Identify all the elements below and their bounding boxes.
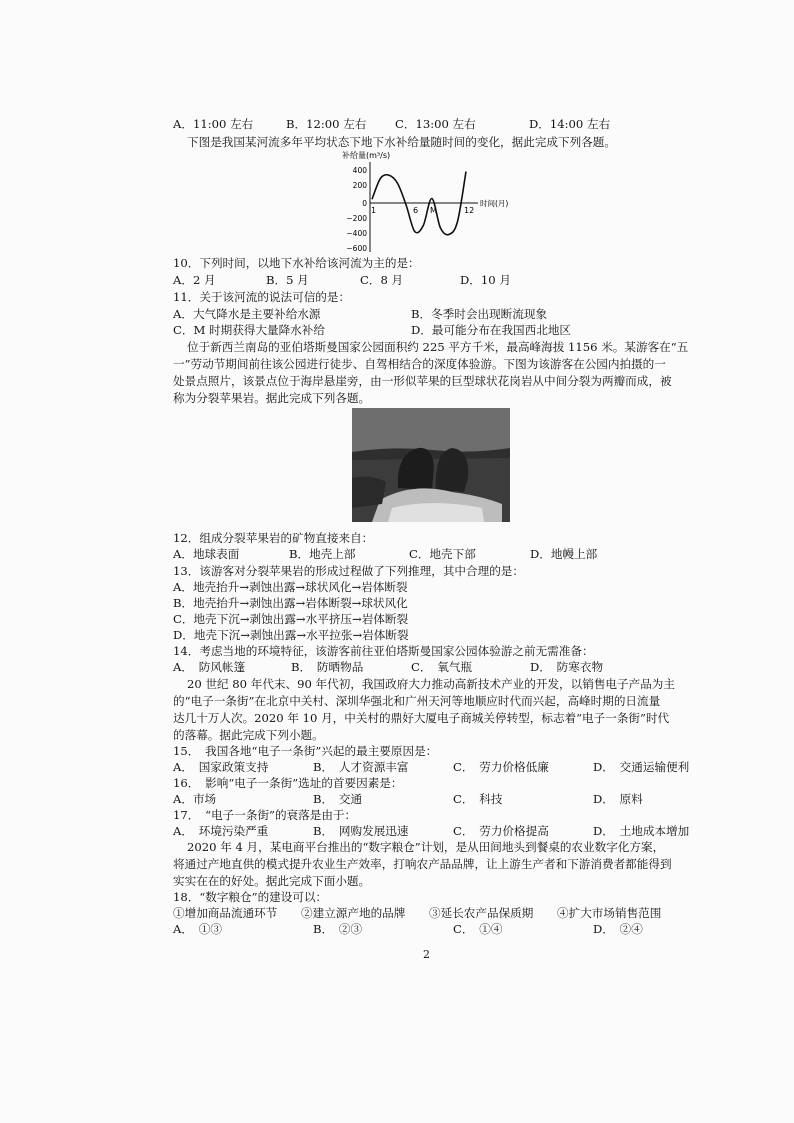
q18-item-1: ①增加商品流通环节 — [173, 906, 278, 920]
intro-park-line2: 一”劳动节期间前往该公园进行徒步、自驾相结合的深度体验游。下图为该游客在公园内拍摄的一 — [173, 357, 666, 371]
q12-option-b: B．地壳上部 — [289, 547, 356, 561]
q13-stem: 13．该游客对分裂苹果岩的形成过程做了下列推理，其中合理的是： — [173, 564, 524, 578]
q14-option-c: C． 氧气瓶 — [411, 660, 473, 674]
q11-option-d: D．最可能分布在我国西北地区 — [411, 323, 572, 337]
groundwater-graph — [338, 148, 509, 256]
q17-stem: 17． “电子一条街”的衰落是由于： — [173, 808, 357, 822]
q15-option-c: C． 劳力价格低廉 — [453, 760, 549, 774]
intro-street-line1: 20 世纪 80 年代末、90 年代初，我国政府大力推动高新技术产业的开发，以销售电子产品为主 — [187, 677, 675, 691]
q15-option-b: B． 人才资源丰富 — [313, 760, 409, 774]
q9-option-c: C．13:00 左右 — [395, 117, 476, 131]
graph-xtick-m: M — [430, 206, 437, 215]
q15-option-d: D． 交通运输便利 — [593, 760, 690, 774]
q16-option-b: B． 交通 — [313, 792, 363, 806]
q15-option-a: A． 国家政策支持 — [173, 760, 269, 774]
q10-option-b: B．5 月 — [266, 273, 309, 287]
graph-ytick-0: 0 — [362, 199, 367, 208]
q16-stem: 16． 影响“电子一条街”选址的首要因素是： — [173, 776, 403, 790]
q9-option-d: D．14:00 左右 — [529, 117, 611, 131]
intro-park-line1: 位于新西兰南岛的亚伯塔斯曼国家公园面积约 225 平方千米，最高峰海拔 1156 米。某游客在“五 — [187, 340, 689, 354]
q10-stem: 10．下列时间，以地下水补给该河流为主的是： — [173, 256, 420, 270]
graph-xtick-12: 12 — [464, 206, 475, 215]
graph-xtick-1: 1 — [371, 206, 377, 215]
intro-grain-line3: 实实在在的好处。据此完成下面小题。 — [173, 874, 371, 888]
intro-street-line2: 的“电子一条街”在北京中关村、深圳华强北和广州天河等地顺应时代而兴起，高峰时期的日流量 — [173, 694, 661, 708]
q17-option-b: B． 网购发展迅速 — [313, 824, 409, 838]
graph-ytick-400: 400 — [352, 166, 367, 175]
q11-stem: 11．关于该河流的说法可信的是： — [173, 290, 351, 304]
q18-item-4: ④扩大市场销售范围 — [557, 906, 662, 920]
q18-option-c: C． ①④ — [453, 922, 503, 936]
q11-option-c: C．M 时期获得大量降水补给 — [173, 323, 325, 337]
q12-option-c: C．地壳下部 — [409, 547, 476, 561]
q18-option-d: D． ②④ — [593, 922, 643, 936]
intro-grain-line2: 将通过产地直供的模式提升农业生产效率，打响农产品品牌，让上游生产者和下游消费者都能得到 — [173, 857, 672, 871]
q10-option-c: C．8 月 — [360, 273, 404, 287]
q18-item-2: ②建立源产地的品牌 — [301, 906, 406, 920]
intro-park-line4: 称为分裂苹果岩。据此完成下列各题。 — [173, 391, 371, 405]
graph-xlabel: 时间(月) — [480, 199, 509, 208]
q11-option-b: B．冬季时会出现断流现象 — [411, 307, 548, 321]
q14-option-b: B． 防晒物品 — [291, 660, 364, 674]
q16-option-a: A．市场 — [173, 792, 217, 806]
q13-option-a: A．地壳抬升→剥蚀出露→球状风化→岩体断裂 — [173, 580, 408, 594]
q14-stem: 14．考虑当地的环境特征，该游客前往亚伯塔斯曼国家公园体验游之前无需准备： — [173, 644, 594, 658]
q17-option-a: A． 环境污染严重 — [173, 824, 269, 838]
intro-groundwater: 下图是我国某河流多年平均状态下地下水补给量随时间的变化，据此完成下列各题。 — [187, 135, 616, 149]
q9-option-a: A．11:00 左右 — [173, 117, 254, 131]
q9-option-b: B．12:00 左右 — [286, 117, 367, 131]
graph-ylabel: 补给量(m³/s) — [342, 151, 391, 160]
q15-stem: 15． 我国各地“电子一条街”兴起的最主要原因是： — [173, 744, 438, 758]
intro-park-line3: 处景点照片，该景点位于海岸悬崖旁，由一形似苹果的巨型球状花岗岩从中间分裂为两瓣而成，被 — [173, 374, 672, 388]
page-number: 2 — [423, 948, 430, 961]
q18-option-b: B． ②③ — [313, 922, 363, 936]
q12-option-a: A．地球表面 — [173, 547, 240, 561]
q14-option-d: D． 防寒衣物 — [530, 660, 604, 674]
intro-grain-line1: 2020 年 4 月，某电商平台推出的“数字粮仓”计划，是从田间地头到餐桌的农业数字化方案， — [187, 840, 665, 854]
q12-option-d: D．地幔上部 — [530, 547, 598, 561]
q18-stem: 18．“数字粮仓”的建设可以： — [173, 890, 328, 904]
q13-option-d: D．地壳下沉→剥蚀出露→水平拉张→岩体断裂 — [173, 628, 409, 642]
q12-stem: 12．组成分裂苹果岩的矿物直接来自： — [173, 531, 374, 545]
q17-option-c: C． 劳力价格提高 — [453, 824, 549, 838]
graph-ytick-neg600: −600 — [346, 244, 367, 253]
split-apple-rock-photo — [352, 408, 510, 522]
graph-ytick-200: 200 — [352, 181, 367, 190]
graph-xtick-6: 6 — [413, 206, 419, 215]
q16-option-d: D． 原料 — [593, 792, 643, 806]
q13-option-b: B．地壳抬升→剥蚀出露→岩体断裂→球状风化 — [173, 596, 408, 610]
q17-option-d: D． 土地成本增加 — [593, 824, 690, 838]
intro-street-line3: 达几十万人次。2020 年 10 月，中关村的鼎好大厦电子商城关停转型，标志着“电子一条街”时代 — [173, 711, 670, 725]
q13-option-c: C．地壳下沉→剥蚀出露→水平挤压→岩体断裂 — [173, 612, 409, 626]
graph-ytick-neg400: −400 — [346, 229, 367, 238]
q18-item-3: ③延长农产品保质期 — [429, 906, 534, 920]
q14-option-a: A． 防风帐篷 — [173, 660, 246, 674]
q11-option-a: A．大气降水是主要补给水源 — [173, 307, 321, 321]
q10-option-a: A．2 月 — [173, 273, 216, 287]
q10-option-d: D．10 月 — [460, 273, 511, 287]
intro-street-line4: 的落幕。据此完成下列小题。 — [173, 728, 324, 742]
q18-option-a: A． ①③ — [173, 922, 222, 936]
graph-ytick-neg200: −200 — [346, 214, 367, 223]
q16-option-c: C． 科技 — [453, 792, 503, 806]
